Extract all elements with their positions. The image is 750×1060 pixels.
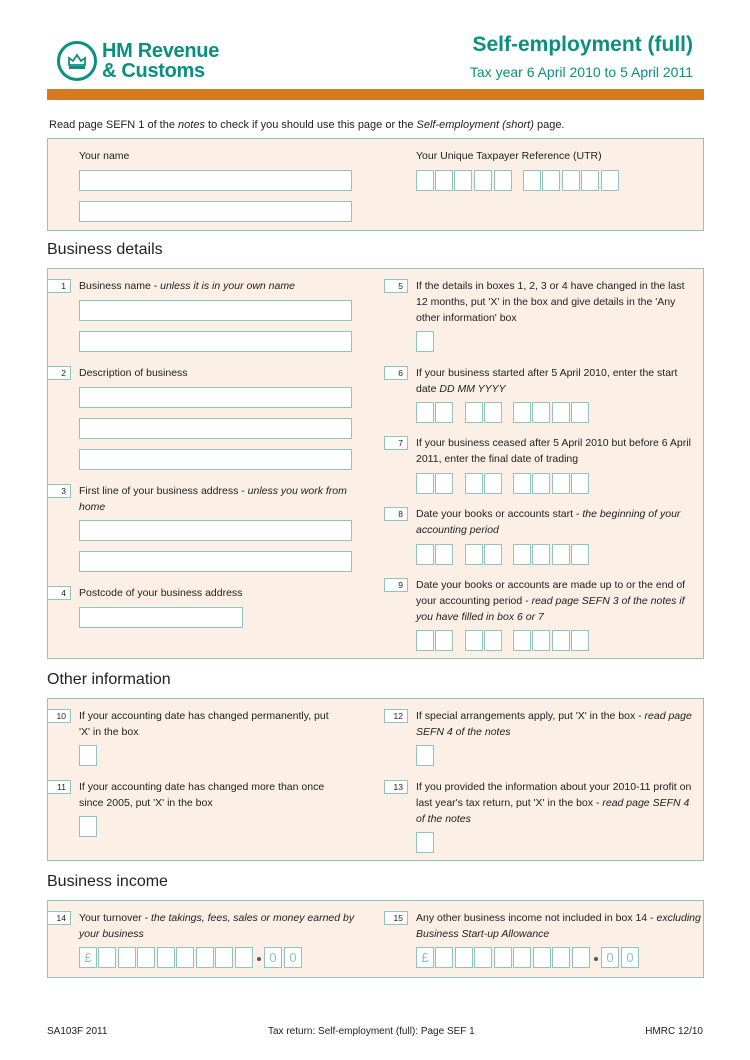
box-number: 10 <box>47 709 71 723</box>
profit-provided-checkbox[interactable] <box>416 832 434 853</box>
q14-label: Your turnover - the takings, fees, sales or money earned by your business <box>79 912 355 940</box>
turnover-digit[interactable] <box>137 947 155 968</box>
form-reference: SA103F 2011 <box>47 1026 108 1037</box>
cease-date-digit[interactable] <box>532 473 550 494</box>
q11-label: If your accounting date has changed more than once since 2005, put 'X' in the box <box>79 781 325 809</box>
decimal-point <box>594 957 598 961</box>
other-income-digit[interactable] <box>513 947 531 968</box>
accounts-start-digit[interactable] <box>552 544 570 565</box>
box-number: 3 <box>47 484 71 498</box>
accounting-date-changed-checkbox[interactable] <box>79 745 97 766</box>
start-date-digit[interactable] <box>484 402 502 423</box>
q12-label: If special arrangements apply, put 'X' in the box - read page SEFN 4 of the notes <box>416 710 692 738</box>
crown-icon <box>66 50 88 72</box>
utr-label: Your Unique Taxpayer Reference (UTR) <box>416 150 602 162</box>
other-income-digit[interactable] <box>552 947 570 968</box>
business-details-heading: Business details <box>47 241 163 258</box>
other-information-heading: Other information <box>47 671 171 688</box>
utr-digit[interactable] <box>474 170 492 191</box>
accounts-start-digit[interactable] <box>416 544 434 565</box>
accounts-end-digit[interactable] <box>484 630 502 651</box>
accounts-end-digit[interactable] <box>435 630 453 651</box>
start-date-digit[interactable] <box>571 402 589 423</box>
accounts-end-digit[interactable] <box>532 630 550 651</box>
other-income-digit[interactable] <box>494 947 512 968</box>
box-number: 12 <box>384 709 408 723</box>
special-arrangements-checkbox[interactable] <box>416 745 434 766</box>
utr-digit[interactable] <box>562 170 580 191</box>
box-number: 11 <box>47 780 71 794</box>
accounts-start-digit[interactable] <box>571 544 589 565</box>
pence-digit: 0 <box>264 947 282 968</box>
start-date-digit[interactable] <box>552 402 570 423</box>
box-number: 13 <box>384 780 408 794</box>
address-field-line1[interactable] <box>79 520 352 541</box>
turnover-digit[interactable] <box>235 947 253 968</box>
accounts-end-digit[interactable] <box>552 630 570 651</box>
business-income-heading: Business income <box>47 873 168 890</box>
utr-digit[interactable] <box>494 170 512 191</box>
pence-digit: 0 <box>621 947 639 968</box>
description-field-line3[interactable] <box>79 449 352 470</box>
box-number: 2 <box>47 366 71 380</box>
details-changed-checkbox[interactable] <box>416 331 434 352</box>
box-number: 6 <box>384 366 408 380</box>
utr-digit[interactable] <box>542 170 560 191</box>
utr-digit[interactable] <box>523 170 541 191</box>
accounts-start-digit[interactable] <box>435 544 453 565</box>
start-date-digit[interactable] <box>416 402 434 423</box>
cease-date-digit[interactable] <box>513 473 531 494</box>
cease-date-digit[interactable] <box>416 473 434 494</box>
page-subtitle: Tax year 6 April 2010 to 5 April 2011 <box>469 64 693 80</box>
business-name-field-line1[interactable] <box>79 300 352 321</box>
start-date-digit[interactable] <box>532 402 550 423</box>
accounts-end-digit[interactable] <box>571 630 589 651</box>
accounts-end-digit[interactable] <box>416 630 434 651</box>
box-number: 4 <box>47 586 71 600</box>
utr-digit[interactable] <box>435 170 453 191</box>
start-date-digit[interactable] <box>435 402 453 423</box>
hmrc-logo-text: HM Revenue & Customs <box>102 40 220 82</box>
pence-digit: 0 <box>284 947 302 968</box>
accounts-end-digit[interactable] <box>513 630 531 651</box>
other-income-digit[interactable] <box>474 947 492 968</box>
description-field-line2[interactable] <box>79 418 352 439</box>
q13-label: If you provided the information about your 2010-11 profit on last year's tax return, put 'X' in the box - read page SEFN 4 of the notes <box>416 781 692 825</box>
utr-digit[interactable] <box>581 170 599 191</box>
q2-label: Description of business <box>79 367 188 379</box>
start-date-digit[interactable] <box>513 402 531 423</box>
business-name-field-line2[interactable] <box>79 331 352 352</box>
utr-digit[interactable] <box>601 170 619 191</box>
turnover-digit[interactable] <box>196 947 214 968</box>
turnover-digit[interactable] <box>215 947 233 968</box>
other-income-digit[interactable] <box>455 947 473 968</box>
cease-date-digit[interactable] <box>571 473 589 494</box>
header-divider <box>47 89 704 100</box>
cease-date-digit[interactable] <box>435 473 453 494</box>
accounts-start-digit[interactable] <box>465 544 483 565</box>
accounts-start-digit[interactable] <box>532 544 550 565</box>
other-income-digit[interactable] <box>572 947 590 968</box>
turnover-digit[interactable] <box>157 947 175 968</box>
box-number: 5 <box>384 279 408 293</box>
name-field-line1[interactable] <box>79 170 352 191</box>
postcode-field[interactable] <box>79 607 243 628</box>
cease-date-digit[interactable] <box>552 473 570 494</box>
accounting-date-multi-change-checkbox[interactable] <box>79 816 97 837</box>
box-number: 14 <box>47 911 71 925</box>
box-number: 9 <box>384 578 408 592</box>
turnover-digit[interactable] <box>176 947 194 968</box>
page-reference: Tax return: Self-employment (full): Page SEF 1 <box>268 1026 475 1037</box>
address-field-line2[interactable] <box>79 551 352 572</box>
q6-label: If your business started after 5 April 2010, enter the start date DD MM YYYY <box>416 367 678 395</box>
q3-label: First line of your business address - unless you work from home <box>79 485 347 513</box>
description-field-line1[interactable] <box>79 387 352 408</box>
start-date-digit[interactable] <box>465 402 483 423</box>
q15-label: Any other business income not included in box 14 - excluding Business Start-up Allowance <box>416 912 701 940</box>
cease-date-digit[interactable] <box>484 473 502 494</box>
utr-digit[interactable] <box>416 170 434 191</box>
other-income-digit[interactable] <box>435 947 453 968</box>
box-number: 15 <box>384 911 408 925</box>
q4-label: Postcode of your business address <box>79 587 243 599</box>
turnover-digit[interactable] <box>98 947 116 968</box>
accounts-start-digit[interactable] <box>513 544 531 565</box>
name-field-line2[interactable] <box>79 201 352 222</box>
accounts-start-digit[interactable] <box>484 544 502 565</box>
q9-label: Date your books or accounts are made up to or the end of your accounting period - read page SEFN 3 of the notes if you have filled in box 6 or 7 <box>416 579 686 623</box>
turnover-digit[interactable] <box>118 947 136 968</box>
q10-label: If your accounting date has changed permanently, put 'X' in the box <box>79 710 329 738</box>
box-number: 8 <box>384 507 408 521</box>
other-income-digit[interactable] <box>533 947 551 968</box>
pence-digit: 0 <box>601 947 619 968</box>
currency-symbol: £ <box>79 947 97 968</box>
name-label: Your name <box>79 150 130 162</box>
version-reference: HMRC 12/10 <box>645 1026 703 1037</box>
accounts-end-digit[interactable] <box>465 630 483 651</box>
box-number: 1 <box>47 279 71 293</box>
decimal-point <box>257 957 261 961</box>
q5-label: If the details in boxes 1, 2, 3 or 4 have changed in the last 12 months, put 'X' in the box and give details in the 'Any other information' box <box>416 280 685 324</box>
q8-label: Date your books or accounts start - the beginning of your accounting period <box>416 508 681 536</box>
page-title: Self-employment (full) <box>472 33 693 56</box>
utr-digit[interactable] <box>454 170 472 191</box>
cease-date-digit[interactable] <box>465 473 483 494</box>
box-number: 7 <box>384 436 408 450</box>
intro-text: Read page SEFN 1 of the notes to check if you should use this page or the Self-employment (short) page. <box>49 119 565 131</box>
q7-label: If your business ceased after 5 April 2010 but before 6 April 2011, enter the final date of trading <box>416 437 691 465</box>
q1-label: Business name - unless it is in your own name <box>79 280 295 292</box>
currency-symbol: £ <box>416 947 434 968</box>
